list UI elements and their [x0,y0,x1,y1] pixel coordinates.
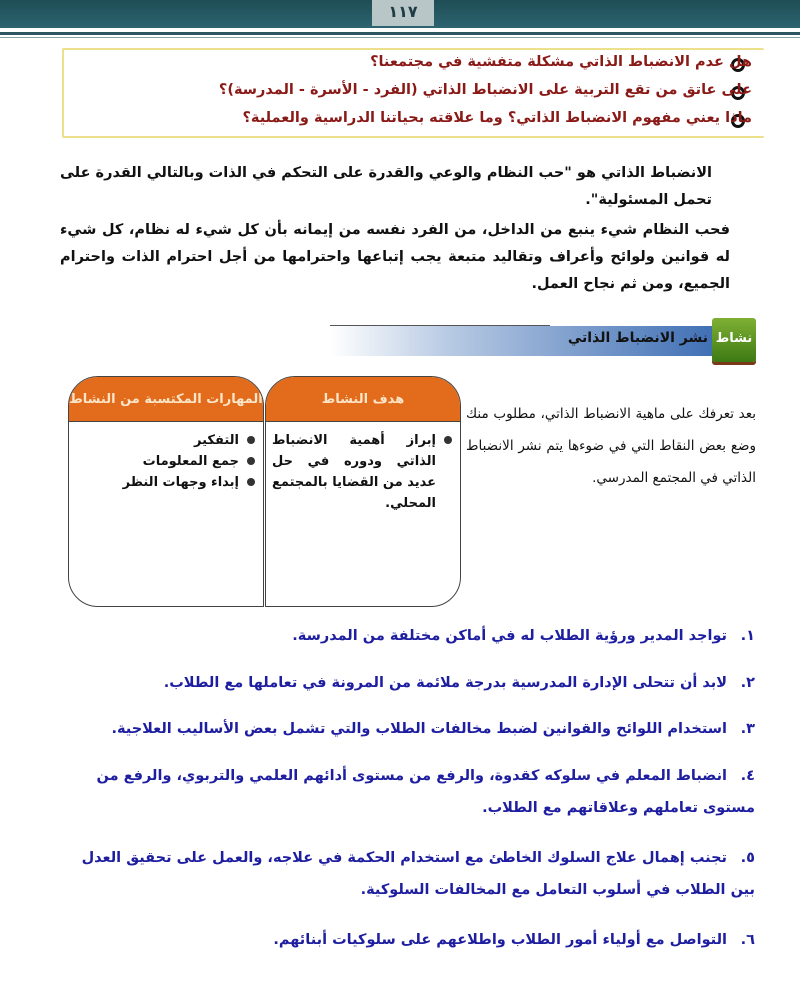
skill-item: جمع المعلومات [75,451,255,472]
list-number: ٢. [740,675,755,691]
list-text: استخدام اللوائح والقوانين لضبط مخالفات الطلاب والتي تشمل بعض الأساليب العلاجية. [111,721,727,737]
list-item [75,924,755,956]
activity-title: نشر الانضباط الذاتي [567,330,708,346]
skills-card-title: المهارات المكتسبة من النشاط [69,377,263,422]
skill-item: إبداء وجهات النظر [75,472,255,493]
list-number: ٥. [740,850,755,866]
list-item [75,620,755,652]
question: ماذا يعني مفهوم الانضباط الذاتي؟ وما علاقته بحياتنا الدراسية والعملية؟ [242,110,752,126]
page-number: ١١٧ [372,0,434,26]
paragraph: الانضباط الذاتي هو "حب النظام والوعي والقدرة على التحكم في الذات وبالتالي القدرة على تحمل المسئولية". [60,165,712,208]
activity-badge: نشاط [715,331,753,346]
question: هل عدم الانضباط الذاتي مشكلة متفشية في مجتمعنا؟ [370,54,752,70]
list-item [75,667,755,699]
list-item [75,760,755,824]
list-number: ٣. [740,721,755,737]
header-divider [0,32,800,35]
list-text: التواصل مع أولياء أمور الطلاب واطلاعهم على سلوكيات أبنائهم. [273,932,727,948]
skills-card [68,376,264,607]
list-text: لابد أن تتحلى الإدارة المدرسية بدرجة ملائمة من المرونة في تعاملها مع الطلاب. [163,675,727,691]
goal-card-title: هدف النشاط [266,377,460,422]
goal-item: إبراز أهمية الانضباط الذاتي ودوره في حل عديد من القضايا بالمجتمع المحلي. [272,430,452,514]
header-divider-thin [0,37,800,38]
skill-item: التفكير [75,430,255,451]
list-text: تجنب إهمال علاج السلوك الخاطئ مع استخدام الحكمة في علاجه، والعمل على تحقيق العدل بين الطلاب في أسلوب التعامل مع المخالفات السلوكية. [81,850,755,898]
list-number: ١. [740,628,755,644]
activity-book-icon [712,318,756,362]
list-text: تواجد المدير ورؤية الطلاب له في أماكن مختلفة من المدرسة. [292,628,727,644]
list-text: انضباط المعلم في سلوكه كقدوة، والرفع من مستوى أدائهم العلمي والتربوي، والرفع من مستوى تعاملهم وعلاقاتهم مع الطلاب. [96,768,755,816]
list-number: ٤. [740,768,755,784]
list-item [75,842,755,906]
goal-card [265,376,461,607]
list-number: ٦. [740,932,755,948]
intro-text [60,160,752,298]
list-item [75,713,755,745]
paragraph: فحب النظام شيء ينبع من الداخل، من الفرد نفسه من إيمانه بأن كل شيء له نظام، كل شيء له قوانين ولوائح وأعراف وتقاليد متبعة يجب إتباعها واحترامها من أجل احترام الذات واحترام الجميع، ومن ثم نجاح العمل. [60,222,730,292]
question: على عاتق من تقع التربية على الانضباط الذاتي (الفرد - الأسرة - المدرسة)؟ [218,82,752,98]
activity-description: بعد تعرفك على ماهية الانضباط الذاتي، مطلوب منك وضع بعض النقاط التي في ضوءها يتم نشر الانضباط الذاتي في المجتمع المدرسي. [466,406,756,486]
